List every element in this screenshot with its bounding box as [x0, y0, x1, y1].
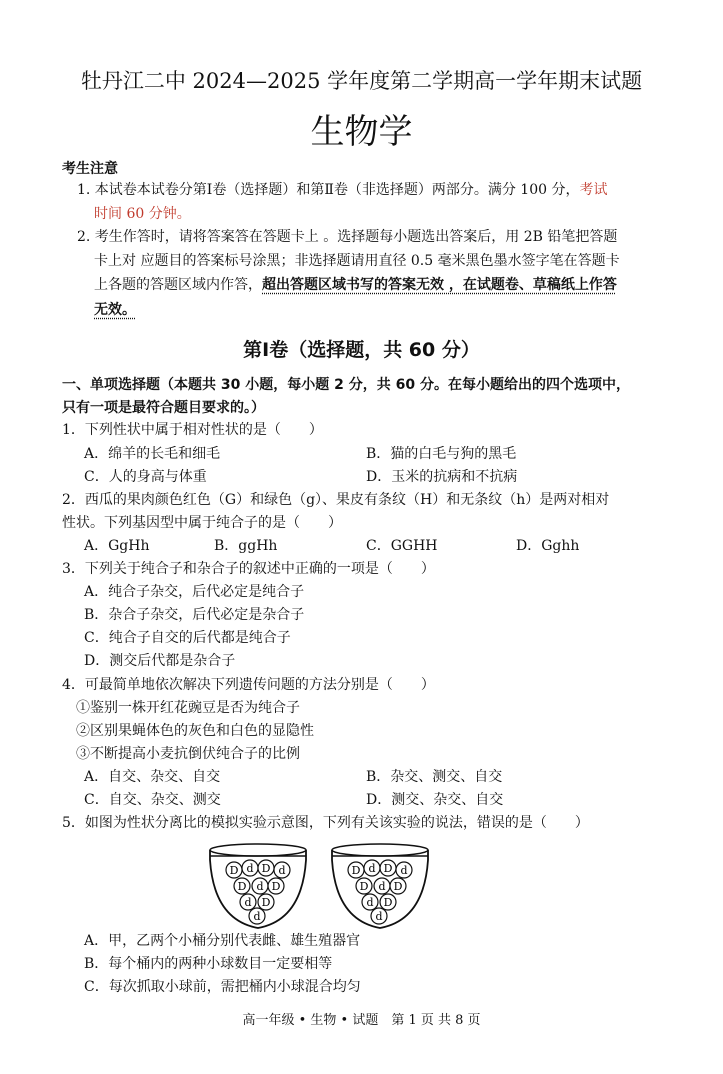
q3-option-c: C．纯合子自交的后代都是纯合子	[84, 630, 291, 646]
q2-stem-line2: 性状。下列基因型中属于纯合子的是（ ）	[62, 515, 342, 531]
notice-item2-line1: 2. 考生作答时，请将答案答在答题卡上 。选择题每小题选出答案后，用 2B 铅笔把答题	[77, 229, 618, 245]
q2-option-c: C．GGHH	[366, 538, 438, 554]
ball-label: D	[261, 896, 271, 909]
ball-label: D	[229, 864, 239, 877]
notice-item2-line4: 无效。	[94, 302, 136, 318]
bucket-right	[332, 844, 428, 928]
q2-option-b: B．ggHh	[214, 538, 278, 554]
notice-heading: 考生注意	[62, 161, 118, 177]
notice-item1-text: 1. 本试卷本试卷分第Ⅰ卷（选择题）和第Ⅱ卷（非选择题）两部分。满分 100 分，	[77, 182, 580, 198]
q3-option-b: B．杂合子杂交，后代必定是杂合子	[84, 607, 305, 623]
ball-label: d	[256, 880, 264, 893]
q1-option-d: D．玉米的抗病和不抗病	[366, 469, 518, 485]
q3-stem: 3．下列关于纯合子和杂合子的叙述中正确的一项是（ ）	[62, 561, 435, 577]
q1-option-a: A．绵羊的长毛和细毛	[84, 446, 221, 462]
ball-label: D	[271, 880, 281, 893]
section-title: 第Ⅰ卷（选择题，共 60 分）	[243, 339, 480, 361]
bucket-figure	[200, 838, 470, 930]
ball-label: D	[359, 880, 369, 893]
ball-label: d	[378, 880, 386, 893]
ball-label: d	[375, 910, 383, 923]
q4-item-3: ③不断提高小麦抗倒伏纯合子的比例	[76, 746, 300, 762]
q3-option-d: D．测交后代都是杂合子	[84, 653, 236, 669]
notice-item1-line1	[77, 179, 607, 201]
bucket-rim	[210, 844, 306, 856]
section-instruction-line2: 只有一项是最符合题目要求的。）	[62, 400, 265, 416]
q2-option-a: A．GgHh	[84, 538, 150, 554]
ball-label: D	[393, 880, 403, 893]
q4-option-c: C．自交、杂交、测交	[84, 792, 221, 808]
q4-item-2: ②区别果蝇体色的灰色和白色的显隐性	[76, 723, 314, 739]
q1-option-b: B．猫的白毛与狗的黑毛	[366, 446, 517, 462]
ball-label: D	[351, 864, 361, 877]
ball-label: d	[366, 896, 374, 909]
q5-option-a: A．甲，乙两个小桶分别代表雌、雄生殖器官	[84, 933, 361, 949]
q5-option-c: C．每次抓取小球前，需把桶内小球混合均匀	[84, 979, 361, 995]
q3-option-a: A．纯合子杂交，后代必定是纯合子	[84, 584, 305, 600]
bucket-rim	[332, 844, 428, 856]
ball-label: D	[237, 880, 247, 893]
q5-stem: 5．如图为性状分离比的模拟实验示意图，下列有关该实验的说法，错误的是（ ）	[62, 815, 589, 831]
bucket-left	[210, 844, 306, 928]
q1-option-c: C．人的身高与体重	[84, 469, 207, 485]
exam-title: 牡丹江二中 2024—2025 学年度第二学期高一学年期末试题	[80, 69, 643, 93]
notice-item2-text: 上各题的答题区域内作答，	[94, 277, 262, 293]
q5-option-b: B．每个桶内的两种小球数目一定要相等	[84, 956, 333, 972]
ball-label: d	[400, 864, 408, 877]
notice-item2-line3	[94, 274, 617, 296]
q2-stem-line1: 2．西瓜的果肉颜色红色（G）和绿色（g）、果皮有条纹（H）和无条纹（h）是两对相对	[62, 492, 610, 508]
subject-title: 生物学	[310, 112, 413, 152]
q4-item-1: ①鉴别一株开红花豌豆是否为纯合子	[76, 700, 300, 716]
notice-item2-line2: 卡上对 应题目的答案标号涂黑；非选择题请用直径 0.5 毫米黑色墨水签字笔在答题卡	[94, 253, 620, 269]
q4-option-d: D．测交、杂交、自交	[366, 792, 504, 808]
ball-label: d	[368, 862, 376, 875]
page-footer: 高一年级 • 生物 • 试题 第 1 页 共 8 页	[242, 1013, 481, 1028]
ball-label: d	[278, 864, 286, 877]
ball-label: d	[244, 896, 252, 909]
ball-label: d	[246, 862, 254, 875]
ball-label: d	[253, 910, 261, 923]
q4-option-b: B．杂交、测交、自交	[366, 769, 503, 785]
notice-item1-red: 考试	[579, 182, 608, 198]
section-instruction-line1: 一、单项选择题（本题共 30 小题，每小题 2 分，共 60 分。在每小题给出的四个选项中，	[62, 377, 630, 393]
ball-label: D	[261, 862, 271, 875]
notice-item1-line2: 时间 60 分钟。	[94, 206, 191, 222]
q1-stem: 1．下列性状中属于相对性状的是（ ）	[62, 422, 323, 438]
q4-option-a: A．自交、杂交、自交	[84, 769, 221, 785]
q2-option-d: D．Gghh	[516, 538, 580, 554]
q4-stem: 4．可最简单地依次解决下列遗传问题的方法分别是（ ）	[62, 677, 435, 693]
ball-label: D	[383, 862, 393, 875]
notice-item2-bold: 超出答题区域书写的答案无效 ，在试题卷、草稿纸上作答	[262, 277, 617, 293]
ball-label: D	[383, 896, 393, 909]
